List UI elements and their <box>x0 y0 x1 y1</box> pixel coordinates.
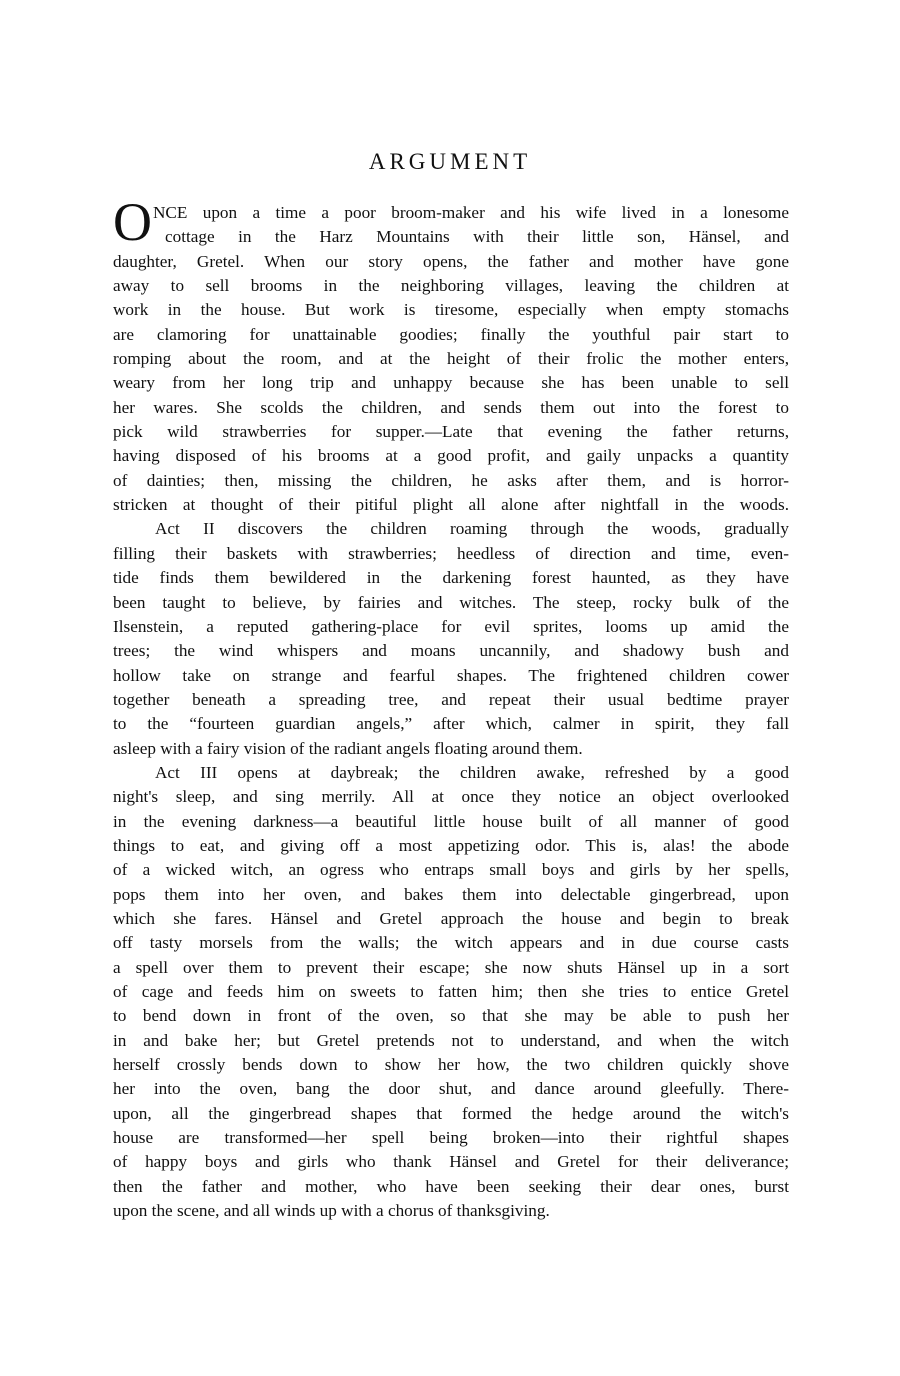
text-line: which she fares. Hänsel and Gretel approach the house and begin to break <box>113 908 789 928</box>
drop-cap: O <box>113 192 152 252</box>
text-line: of happy boys and girls who thank Hänsel and Gretel for their deliverance; <box>113 1152 789 1172</box>
text-line: her into the oven, bang the door shut, and dance around gleefully. There- <box>113 1079 789 1099</box>
text-line: a spell over them to prevent their escape; she now shuts Hänsel up in a sort <box>113 957 789 977</box>
text-line: pops them into her oven, and bakes them into delectable gingerbread, upon <box>113 884 789 904</box>
text-line: daughter, Gretel. When our story opens, the father and mother have gone <box>113 251 789 271</box>
text-line: of dainties; then, missing the children, he asks after them, and is horror- <box>113 470 789 490</box>
text-line: away to sell brooms in the neighboring villages, leaving the children at <box>113 276 789 296</box>
text-line: hollow take on strange and fearful shapes. The frightened children cower <box>113 665 789 685</box>
text-line: of a wicked witch, an ogress who entraps small boys and girls by her spells, <box>113 860 789 880</box>
text-line: Ilsenstein, a reputed gathering-place for evil sprites, looms up amid the <box>113 616 789 636</box>
text-line: cottage in the Harz Mountains with their little son, Hänsel, and <box>165 227 789 247</box>
text-line: to bend down in front of the oven, so that she may be able to push her <box>113 1006 789 1026</box>
text-line: stricken at thought of their pitiful plight all alone after nightfall in the woods. <box>113 495 789 515</box>
text-line: having disposed of his brooms at a good profit, and gaily unpacks a quantity <box>113 446 789 466</box>
text-line: pick wild strawberries for supper.—Late that evening the father returns, <box>113 422 789 442</box>
text-line: filling their baskets with strawberries; heedless of direction and time, even- <box>113 543 789 563</box>
text-line: night's sleep, and sing merrily. All at once they notice an object overlooked <box>113 787 789 807</box>
text-line: Act III opens at daybreak; the children awake, refreshed by a good <box>155 762 789 782</box>
text-line: to the “fourteen guardian angels,” after which, calmer in spirit, they fall <box>113 714 789 734</box>
page-title: ARGUMENT <box>368 149 532 174</box>
text-line: Act II discovers the children roaming through the woods, gradually <box>155 519 789 539</box>
argument-text <box>113 201 789 1223</box>
text-line: together beneath a spreading tree, and repeat their usual bedtime prayer <box>113 689 789 709</box>
text-line: NCE upon a time a poor broom-maker and his wife lived in a lonesome <box>153 203 789 222</box>
text-line: tide finds them bewildered in the darkening forest haunted, as they have <box>113 568 789 588</box>
text-line: romping about the room, and at the height of their frolic the mother enters, <box>113 349 789 369</box>
text-line: asleep with a fairy vision of the radiant angels floating around them. <box>113 738 583 758</box>
text-line: trees; the wind whispers and moans uncannily, and shadowy bush and <box>113 641 789 661</box>
text-line: herself crossly bends down to show her how, the two children quickly shove <box>113 1055 789 1075</box>
text-line: are clamoring for unattainable goodies; finally the youthful pair start to <box>113 324 789 344</box>
text-line: then the father and mother, who have been seeking their dear ones, burst <box>113 1176 789 1196</box>
text-line: work in the house. But work is tiresome, especially when empty stomachs <box>113 300 789 320</box>
text-line: been taught to believe, by fairies and witches. The steep, rocky bulk of the <box>113 592 789 612</box>
text-line: house are transformed—her spell being broken—into their rightful shapes <box>113 1128 789 1148</box>
text-line: her wares. She scolds the children, and sends them out into the forest to <box>113 397 789 417</box>
text-line: off tasty morsels from the walls; the witch appears and in due course casts <box>113 933 789 953</box>
text-line: in and bake her; but Gretel pretends not to understand, and when the witch <box>113 1030 789 1050</box>
text-line: upon, all the gingerbread shapes that formed the hedge around the witch's <box>113 1103 789 1123</box>
text-line: weary from her long trip and unhappy because she has been unable to sell <box>113 373 789 393</box>
text-line: of cage and feeds him on sweets to fatten him; then she tries to entice Gretel <box>113 982 789 1001</box>
text-line: in the evening darkness—a beautiful little house built of all manner of good <box>113 811 789 831</box>
text-line: upon the scene, and all winds up with a chorus of thanksgiving. <box>113 1201 550 1221</box>
text-line: things to eat, and giving off a most appetizing odor. This is, alas! the abode <box>113 835 789 855</box>
